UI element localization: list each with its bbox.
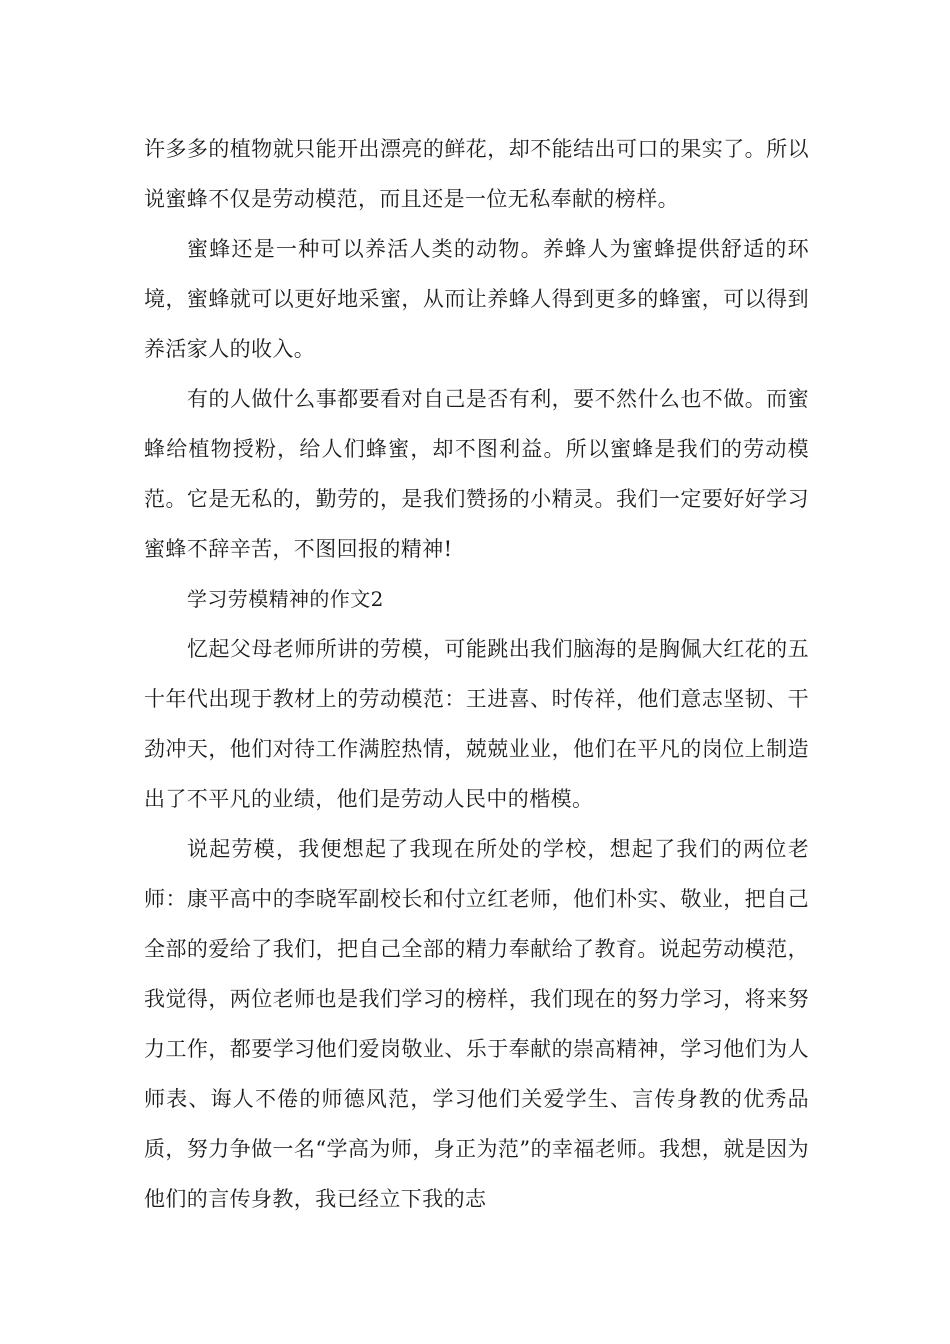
document-body	[144, 124, 809, 1224]
paragraph-5: 说起劳模，我便想起了我现在所处的学校，想起了我们的两位老师：康平高中的李晓军副校长和付立红老师，他们朴实、敬业，把自己全部的爱给了我们，把自己全部的精力奉献给了教育。说起劳动模范，我觉得，两位老师也是我们学习的榜样，我们现在的努力学习，将来努力工作，都要学习他们爱岗敬业、乐于奉献的崇高精神，学习他们为人师表、诲人不倦的师德风范，学习他们关爱学生、言传身教的优秀品质，努力争做一名“学高为师，身正为范”的幸福老师。我想，就是因为他们的言传身教，我已经立下我的志	[144, 837, 809, 1211]
section-heading: 学习劳模精神的作文2	[187, 587, 384, 611]
paragraph-2: 蜜蜂还是一种可以养活人类的动物。养蜂人为蜜蜂提供舒适的环境，蜜蜂就可以更好地采蜜，从而让养蜂人得到更多的蜂蜜，可以得到养活家人的收入。	[144, 237, 809, 361]
paragraph-4: 忆起父母老师所讲的劳模，可能跳出我们脑海的是胸佩大红花的五十年代出现于教材上的劳动模范：王进喜、时传祥，他们意志坚韧、干劲冲天，他们对待工作满腔热情，兢兢业业，他们在平凡的岗位上制造出了不平凡的业绩，他们是劳动人民中的楷模。	[144, 637, 809, 811]
paragraph-3: 有的人做什么事都要看对自己是否有利，要不然什么也不做。而蜜蜂给植物授粉，给人们蜂蜜，却不图利益。所以蜜蜂是我们的劳动模范。它是无私的，勤劳的，是我们赞扬的小精灵。我们一定要好好学习蜜蜂不辞辛苦，不图回报的精神!	[144, 387, 809, 561]
paragraph-1: 许多多的植物就只能开出漂亮的鲜花，却不能结出可口的果实了。所以说蜜蜂不仅是劳动模范，而且还是一位无私奉献的榜样。	[144, 137, 809, 211]
